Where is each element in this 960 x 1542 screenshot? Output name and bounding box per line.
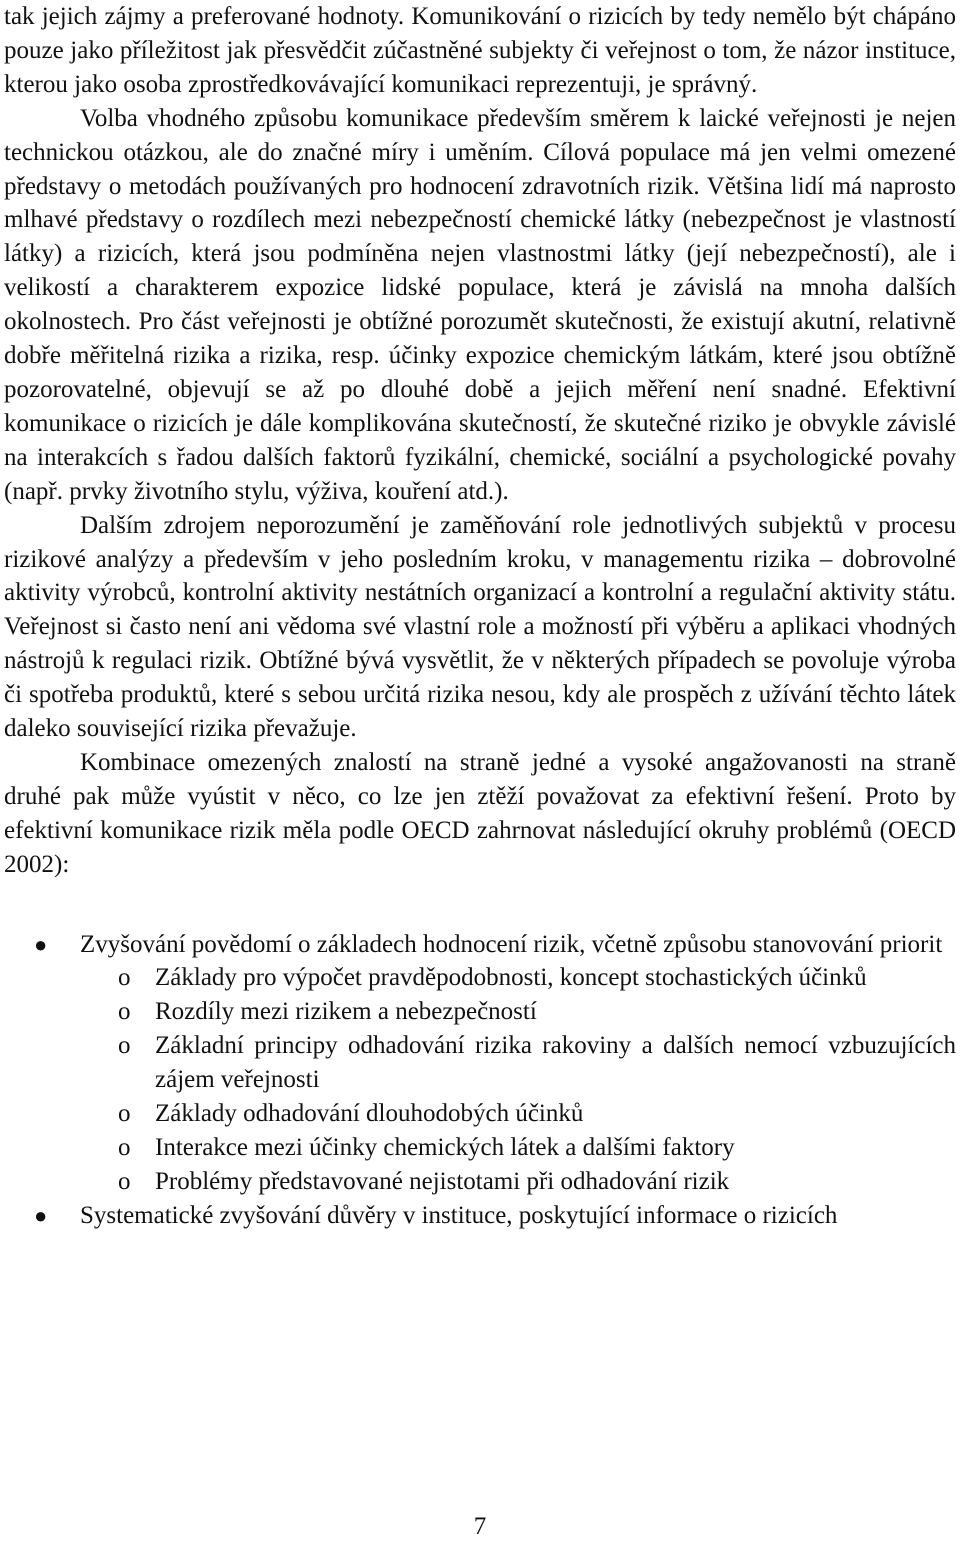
- spacer: [4, 882, 956, 928]
- sub-list-item-text: Rozdíly mezi rizikem a nebezpečností: [155, 998, 537, 1026]
- sub-list-item: [80, 1131, 956, 1165]
- list-item: [4, 1199, 956, 1233]
- paragraph-continuation: tak jejich zájmy a preferované hodnoty. Komunikování o rizicích by tedy nemělo být chápáno pouze jako příležitost jak přesvědčit zúčastněné subjekty či veřejnost o tom, že názor instituce, kterou jako osoba zprostředkovávající komunikaci reprezentuji, je správný.: [4, 3, 956, 98]
- sub-list-item: [80, 1097, 956, 1131]
- sub-list-item-text: Základy pro výpočet pravděpodobnosti, koncept stochastických účinků: [155, 964, 867, 992]
- sub-list-item-text: Interakce mezi účinky chemických látek a dalšími faktory: [155, 1134, 735, 1161]
- list-item-text: Systematické zvyšování důvěry v instituce, poskytující informace o rizicích: [80, 1201, 838, 1229]
- sub-bullet-icon: o: [118, 998, 131, 1026]
- paragraph-communication-choice: Volba vhodného způsobu komunikace především směrem k laické veřejnosti je nejen technickou otázkou, ale do značné míry i uměním. Cílová populace má jen velmi omezené představy o metodách používaných pro hodnocení zdravotních rizik. Většina lidí má naprosto mlhavé představy o rozdílech mezi nebezpečností chemické látky (nebezpečnost je vlastností látky) a rizicích, která jsou podmíněna nejen vlastnostmi látky (její nebezpečností), ale i velikostí a charakterem expozice lidské populace, která je závislá na mnoha dalších okolnostech. Pro část veřejnosti je obtížné porozumět skutečnosti, že existují akutní, relativně dobře měřitelná rizika a rizika, resp. účinky expozice chemickým látkám, které jsou obtížně pozorovatelné, objevují se až po dlouhé době a jejich měření není snadné. Efektivní komunikace o rizicích je dále komplikována skutečností, že skutečné riziko je obvykle závislé na interakcích s řadou dalších faktorů fyzikální, chemické, sociální a psychologické povahy (např. prvky životního stylu, výživa, kouření atd.).: [4, 104, 956, 505]
- sub-list-item: [80, 1165, 956, 1199]
- bullet-icon: ●: [34, 1202, 48, 1228]
- sub-bullet-icon: o: [118, 1100, 131, 1128]
- oecd-topic-list: [4, 928, 956, 1233]
- sub-bullet-icon: o: [118, 1134, 131, 1161]
- paragraph-misunderstanding: Dalším zdrojem neporozumění je zaměňování role jednotlivých subjektů v procesu rizikové analýzy a především v jeho posledním kroku, v managementu rizika – dobrovolné aktivity výrobců, kontrolní aktivity nestátních organizací a kontrolní a regulační aktivity státu. Veřejnost si často není ani vědoma své vlastní role a možností při výběru a aplikaci vhodných nástrojů k regulaci rizik. Obtížné bývá vysvětlit, že v některých případech se povoluje výroba či spotřeba produktů, které s sebou určitá rizika nesou, kdy ale prospěch z užívání těchto látek daleko související rizika převažuje.: [4, 511, 956, 743]
- paragraph-oecd-intro: Kombinace omezených znalostí na straně jedné a vysoké angažovanosti na straně druhé pak může vyústit v něco, co lze jen ztěží považovat za efektivní řešení. Proto by efektivní komunikace rizik měla podle OECD zahrnovat následující okruhy problémů (OECD 2002):: [4, 748, 956, 878]
- sub-list-item-text: Problémy představované nejistotami při odhadování rizik: [155, 1167, 730, 1195]
- list-item-text: Zvyšování povědomí o základech hodnocení rizik, včetně způsobu stanovování priorit: [80, 930, 943, 958]
- document-page: [4, 0, 956, 1233]
- sub-list-item: [80, 961, 956, 995]
- list-item: [4, 928, 956, 1199]
- page-number: 7: [473, 1513, 487, 1540]
- sub-list: [80, 961, 956, 1198]
- sub-list-item-text: Základy odhadování dlouhodobých účinků: [155, 1100, 584, 1128]
- sub-list-item: [80, 995, 956, 1029]
- sub-bullet-icon: o: [118, 1032, 131, 1060]
- sub-list-item-text: Základní principy odhadování rizika rakoviny a dalších nemocí vzbuzujících zájem veřejnosti: [155, 1032, 956, 1094]
- sub-bullet-icon: o: [118, 964, 131, 992]
- sub-list-item: [80, 1029, 956, 1097]
- bullet-icon: ●: [34, 931, 48, 957]
- sub-bullet-icon: o: [118, 1167, 131, 1195]
